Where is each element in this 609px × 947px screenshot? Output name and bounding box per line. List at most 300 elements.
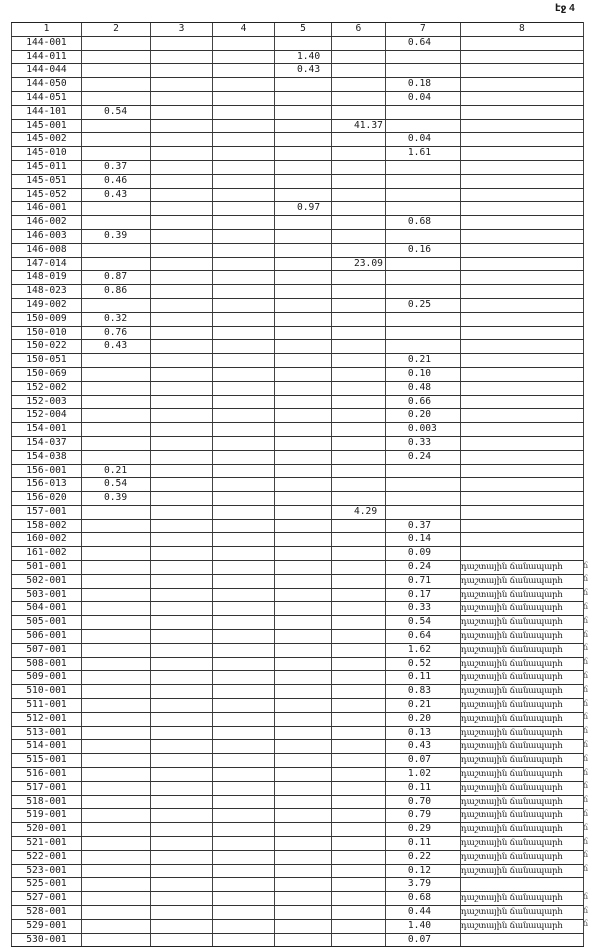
note-cell: դաշտային ճանապարհ xyxy=(460,864,583,878)
value-cell xyxy=(332,216,386,230)
table-row xyxy=(12,423,584,437)
note-cell xyxy=(460,312,583,326)
parcel-code-cell: 502-001 xyxy=(12,574,82,588)
note-cell: դաշտային ճանապարհ xyxy=(460,837,583,851)
value-cell xyxy=(275,657,332,671)
note-cell: դաշտային ճանապարհ xyxy=(460,602,583,616)
parcel-code-cell: 505-001 xyxy=(12,616,82,630)
value-cell: 0.71 xyxy=(385,574,460,588)
value-cell xyxy=(213,519,275,533)
value-cell xyxy=(213,216,275,230)
value-cell xyxy=(151,768,213,782)
parcel-code-cell: 527-001 xyxy=(12,892,82,906)
value-cell xyxy=(275,312,332,326)
value-cell xyxy=(332,174,386,188)
value-cell xyxy=(213,298,275,312)
value-cell xyxy=(275,450,332,464)
value-cell: 0.66 xyxy=(385,395,460,409)
value-cell xyxy=(213,312,275,326)
value-cell xyxy=(332,298,386,312)
table-row xyxy=(12,78,584,92)
value-cell xyxy=(82,561,151,575)
value-cell xyxy=(213,906,275,920)
value-cell: 0.18 xyxy=(385,78,460,92)
column-header-3: 3 xyxy=(151,23,213,37)
value-cell xyxy=(385,492,460,506)
table-row xyxy=(12,919,584,933)
value-cell: 0.43 xyxy=(385,740,460,754)
parcel-code-cell: 518-001 xyxy=(12,795,82,809)
table-row xyxy=(12,795,584,809)
value-cell xyxy=(82,533,151,547)
value-cell xyxy=(275,588,332,602)
value-cell xyxy=(332,78,386,92)
value-cell xyxy=(82,395,151,409)
table-row xyxy=(12,36,584,50)
margin-mark: ճ xyxy=(583,560,589,570)
value-cell xyxy=(275,395,332,409)
value-cell xyxy=(82,519,151,533)
value-cell xyxy=(151,919,213,933)
value-cell xyxy=(275,78,332,92)
note-cell: դաշտային ճանապարհ xyxy=(460,892,583,906)
value-cell xyxy=(82,450,151,464)
value-cell xyxy=(82,36,151,50)
table-row xyxy=(12,160,584,174)
margin-mark: ճ xyxy=(583,740,589,749)
value-cell xyxy=(275,119,332,133)
parcel-code-cell: 149-002 xyxy=(12,298,82,312)
note-cell: դաշտային ճանապարհ xyxy=(460,561,583,575)
table-row xyxy=(12,395,584,409)
value-cell xyxy=(151,91,213,105)
margin-mark: ճ xyxy=(583,919,589,929)
note-cell xyxy=(460,492,583,506)
value-cell xyxy=(151,271,213,285)
value-cell: 0.07 xyxy=(385,933,460,947)
value-cell xyxy=(213,837,275,851)
note-cell xyxy=(460,119,583,133)
parcel-code-cell: 144-050 xyxy=(12,78,82,92)
value-cell xyxy=(213,547,275,561)
value-cell xyxy=(332,768,386,782)
value-cell: 0.44 xyxy=(385,906,460,920)
value-cell xyxy=(213,285,275,299)
value-cell xyxy=(275,188,332,202)
parcel-code-cell: 517-001 xyxy=(12,781,82,795)
value-cell: 0.24 xyxy=(385,561,460,575)
value-cell xyxy=(82,298,151,312)
value-cell xyxy=(332,423,386,437)
note-cell xyxy=(460,547,583,561)
parcel-code-cell: 145-002 xyxy=(12,133,82,147)
value-cell xyxy=(82,850,151,864)
value-cell xyxy=(275,561,332,575)
value-cell: 0.54 xyxy=(82,478,151,492)
margin-mark: ճ xyxy=(583,671,589,680)
value-cell xyxy=(151,892,213,906)
note-cell xyxy=(460,105,583,119)
value-cell xyxy=(151,906,213,920)
value-cell xyxy=(82,547,151,561)
value-cell xyxy=(151,795,213,809)
value-cell xyxy=(275,919,332,933)
margin-mark: ճ xyxy=(583,657,589,667)
value-cell xyxy=(213,864,275,878)
value-cell xyxy=(82,643,151,657)
value-cell xyxy=(151,505,213,519)
value-cell xyxy=(275,864,332,878)
parcel-code-cell: 509-001 xyxy=(12,671,82,685)
parcel-code-cell: 150-022 xyxy=(12,340,82,354)
value-cell xyxy=(213,340,275,354)
parcel-code-cell: 152-002 xyxy=(12,381,82,395)
table-row xyxy=(12,188,584,202)
value-cell xyxy=(82,574,151,588)
value-cell: 1.62 xyxy=(385,643,460,657)
value-cell: 41.37 xyxy=(332,119,386,133)
value-cell xyxy=(151,712,213,726)
value-cell xyxy=(151,671,213,685)
table-row xyxy=(12,768,584,782)
value-cell xyxy=(82,671,151,685)
value-cell xyxy=(213,657,275,671)
margin-mark: ճ xyxy=(583,864,589,874)
value-cell xyxy=(385,119,460,133)
note-cell xyxy=(460,50,583,64)
parcel-code-cell: 503-001 xyxy=(12,588,82,602)
note-cell xyxy=(460,216,583,230)
value-cell xyxy=(151,216,213,230)
value-cell xyxy=(213,50,275,64)
parcel-code-cell: 148-023 xyxy=(12,285,82,299)
table-row xyxy=(12,519,584,533)
value-cell xyxy=(275,492,332,506)
value-cell xyxy=(82,50,151,64)
parcel-code-cell: 525-001 xyxy=(12,878,82,892)
value-cell xyxy=(332,864,386,878)
value-cell xyxy=(82,630,151,644)
value-cell: 0.16 xyxy=(385,243,460,257)
value-cell xyxy=(332,616,386,630)
parcel-code-cell: 515-001 xyxy=(12,754,82,768)
value-cell xyxy=(151,105,213,119)
value-cell xyxy=(151,754,213,768)
value-cell xyxy=(213,423,275,437)
note-cell xyxy=(460,326,583,340)
value-cell xyxy=(332,795,386,809)
table-row xyxy=(12,409,584,423)
value-cell xyxy=(332,685,386,699)
table-row xyxy=(12,630,584,644)
value-cell: 0.37 xyxy=(82,160,151,174)
note-cell: դաշտային ճանապարհ xyxy=(460,919,583,933)
parcel-code-cell: 144-101 xyxy=(12,105,82,119)
value-cell xyxy=(213,36,275,50)
value-cell xyxy=(275,478,332,492)
note-cell: դաշտային ճանապարհ xyxy=(460,906,583,920)
value-cell xyxy=(275,809,332,823)
margin-mark: ճ xyxy=(583,891,589,901)
value-cell: 0.14 xyxy=(385,533,460,547)
value-cell xyxy=(82,588,151,602)
value-cell xyxy=(332,188,386,202)
value-cell xyxy=(275,754,332,768)
value-cell xyxy=(151,436,213,450)
value-cell xyxy=(275,285,332,299)
value-cell xyxy=(82,864,151,878)
value-cell xyxy=(213,505,275,519)
value-cell xyxy=(151,450,213,464)
parcel-code-cell: 523-001 xyxy=(12,864,82,878)
note-cell xyxy=(460,423,583,437)
value-cell xyxy=(213,243,275,257)
parcel-code-cell: 529-001 xyxy=(12,919,82,933)
value-cell xyxy=(275,271,332,285)
table-row xyxy=(12,64,584,78)
note-cell xyxy=(460,450,583,464)
value-cell xyxy=(332,354,386,368)
value-cell: 0.64 xyxy=(385,36,460,50)
value-cell xyxy=(332,285,386,299)
note-cell xyxy=(460,243,583,257)
column-header-5: 5 xyxy=(275,23,332,37)
parcel-code-cell: 154-001 xyxy=(12,423,82,437)
table-row xyxy=(12,216,584,230)
note-cell xyxy=(460,257,583,271)
value-cell xyxy=(275,409,332,423)
value-cell xyxy=(275,423,332,437)
value-cell xyxy=(275,712,332,726)
value-cell xyxy=(332,657,386,671)
value-cell xyxy=(82,699,151,713)
value-cell xyxy=(385,105,460,119)
value-cell xyxy=(213,795,275,809)
parcel-code-cell: 508-001 xyxy=(12,657,82,671)
value-cell: 0.43 xyxy=(82,340,151,354)
value-cell xyxy=(213,105,275,119)
value-cell: 0.12 xyxy=(385,864,460,878)
value-cell xyxy=(213,464,275,478)
table-row xyxy=(12,864,584,878)
table-row xyxy=(12,229,584,243)
note-cell xyxy=(460,271,583,285)
value-cell: 0.10 xyxy=(385,367,460,381)
note-cell: դաշտային ճանապարհ xyxy=(460,850,583,864)
table-row xyxy=(12,561,584,575)
value-cell: 0.003 xyxy=(385,423,460,437)
table-row xyxy=(12,257,584,271)
note-cell: դաշտային ճանապարհ xyxy=(460,574,583,588)
value-cell xyxy=(332,588,386,602)
value-cell xyxy=(82,354,151,368)
value-cell xyxy=(332,630,386,644)
value-cell xyxy=(332,105,386,119)
value-cell xyxy=(385,312,460,326)
table-row xyxy=(12,588,584,602)
note-cell xyxy=(460,533,583,547)
value-cell xyxy=(332,823,386,837)
value-cell xyxy=(275,892,332,906)
value-cell xyxy=(213,188,275,202)
note-cell xyxy=(460,933,583,947)
value-cell xyxy=(151,78,213,92)
parcel-code-cell: 156-013 xyxy=(12,478,82,492)
value-cell xyxy=(151,519,213,533)
margin-mark: ճ xyxy=(583,795,589,805)
value-cell xyxy=(151,229,213,243)
table-row xyxy=(12,367,584,381)
value-cell xyxy=(213,492,275,506)
value-cell xyxy=(332,933,386,947)
value-cell xyxy=(151,740,213,754)
value-cell xyxy=(213,726,275,740)
margin-mark: ճ xyxy=(583,588,589,598)
parcel-code-cell: 144-011 xyxy=(12,50,82,64)
value-cell xyxy=(213,602,275,616)
value-cell xyxy=(151,574,213,588)
parcel-code-cell: 150-051 xyxy=(12,354,82,368)
parcel-code-cell: 144-051 xyxy=(12,91,82,105)
value-cell xyxy=(151,933,213,947)
value-cell xyxy=(332,367,386,381)
margin-mark: ճ xyxy=(583,822,589,832)
value-cell xyxy=(213,671,275,685)
margin-mark: ճ xyxy=(583,781,589,791)
note-cell xyxy=(460,354,583,368)
value-cell: 0.13 xyxy=(385,726,460,740)
value-cell xyxy=(332,202,386,216)
value-cell xyxy=(332,919,386,933)
margin-mark: ճ xyxy=(583,712,589,722)
value-cell xyxy=(385,285,460,299)
note-cell xyxy=(460,340,583,354)
table-row xyxy=(12,699,584,713)
table-row xyxy=(12,312,584,326)
value-cell xyxy=(275,781,332,795)
note-cell: դաշտային ճանապարհ xyxy=(460,795,583,809)
value-cell xyxy=(151,340,213,354)
value-cell xyxy=(213,781,275,795)
value-cell xyxy=(275,837,332,851)
value-cell xyxy=(151,726,213,740)
value-cell xyxy=(275,823,332,837)
value-cell xyxy=(275,547,332,561)
parcel-code-cell: 161-002 xyxy=(12,547,82,561)
value-cell xyxy=(275,354,332,368)
table-row xyxy=(12,823,584,837)
table-row xyxy=(12,906,584,920)
value-cell xyxy=(82,754,151,768)
value-cell xyxy=(82,78,151,92)
value-cell xyxy=(275,257,332,271)
value-cell xyxy=(213,133,275,147)
table-row xyxy=(12,285,584,299)
table-row xyxy=(12,657,584,671)
value-cell xyxy=(332,671,386,685)
value-cell xyxy=(332,533,386,547)
value-cell xyxy=(332,409,386,423)
margin-mark: ճ xyxy=(583,836,589,846)
parcel-code-cell: 152-004 xyxy=(12,409,82,423)
value-cell xyxy=(332,147,386,161)
parcel-code-cell: 146-008 xyxy=(12,243,82,257)
value-cell xyxy=(151,643,213,657)
table-row xyxy=(12,671,584,685)
value-cell xyxy=(151,685,213,699)
table-row xyxy=(12,326,584,340)
note-cell: դաշտային ճանապարհ xyxy=(460,754,583,768)
value-cell xyxy=(82,919,151,933)
table-row xyxy=(12,464,584,478)
value-cell xyxy=(275,933,332,947)
table-row xyxy=(12,202,584,216)
value-cell xyxy=(275,381,332,395)
note-cell xyxy=(460,381,583,395)
value-cell xyxy=(332,837,386,851)
value-cell: 1.40 xyxy=(385,919,460,933)
value-cell: 0.43 xyxy=(275,64,332,78)
value-cell xyxy=(151,409,213,423)
value-cell xyxy=(275,229,332,243)
table-row xyxy=(12,616,584,630)
note-cell: դաշտային ճանապարհ xyxy=(460,657,583,671)
value-cell xyxy=(151,478,213,492)
note-cell xyxy=(460,133,583,147)
value-cell xyxy=(82,740,151,754)
value-cell xyxy=(82,823,151,837)
value-cell xyxy=(82,768,151,782)
value-cell: 0.24 xyxy=(385,450,460,464)
margin-mark: ճ xyxy=(583,767,589,777)
margin-mark: ճ xyxy=(583,753,589,763)
value-cell xyxy=(213,809,275,823)
table-row xyxy=(12,50,584,64)
value-cell xyxy=(275,574,332,588)
table-row xyxy=(12,340,584,354)
note-cell xyxy=(460,298,583,312)
value-cell: 0.48 xyxy=(385,381,460,395)
value-cell xyxy=(213,257,275,271)
land-parcel-table xyxy=(11,22,584,947)
parcel-code-cell: 530-001 xyxy=(12,933,82,947)
value-cell xyxy=(151,809,213,823)
value-cell xyxy=(213,64,275,78)
note-cell: դաշտային ճանապարհ xyxy=(460,699,583,713)
value-cell xyxy=(151,147,213,161)
value-cell xyxy=(332,878,386,892)
table-row xyxy=(12,547,584,561)
value-cell: 0.21 xyxy=(82,464,151,478)
value-cell xyxy=(151,64,213,78)
column-header-8: 8 xyxy=(460,23,583,37)
value-cell xyxy=(82,119,151,133)
value-cell xyxy=(275,906,332,920)
value-cell xyxy=(332,160,386,174)
value-cell xyxy=(275,533,332,547)
value-cell: 0.68 xyxy=(385,892,460,906)
value-cell xyxy=(275,505,332,519)
value-cell xyxy=(151,367,213,381)
margin-mark: ճ xyxy=(583,905,589,915)
note-cell xyxy=(460,147,583,161)
value-cell xyxy=(213,147,275,161)
value-cell xyxy=(82,892,151,906)
parcel-code-cell: 150-010 xyxy=(12,326,82,340)
value-cell: 0.11 xyxy=(385,781,460,795)
value-cell xyxy=(275,616,332,630)
parcel-code-cell: 144-044 xyxy=(12,64,82,78)
